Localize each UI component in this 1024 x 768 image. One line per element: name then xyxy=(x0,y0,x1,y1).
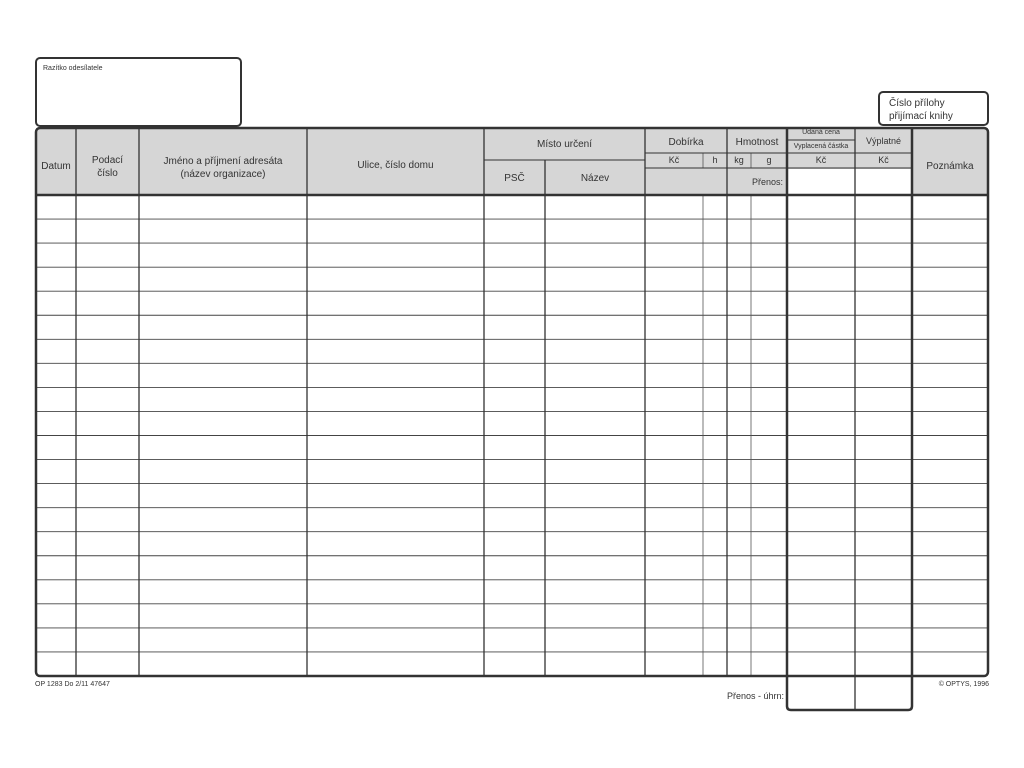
col-podaci-line2: číslo xyxy=(97,168,118,179)
col-misto-urceni: Místo určení xyxy=(536,139,593,150)
col-dobirka-kc: Kč xyxy=(668,155,680,165)
sender-stamp-label: Razítko odesílatele xyxy=(43,65,103,72)
form-code: OP 1283 Do 2/11 47647 xyxy=(35,681,110,688)
col-vyplacena-castka: Vyplacená částka xyxy=(793,143,849,150)
col-vyplatne: Výplatné xyxy=(865,136,902,146)
value-postage-frame xyxy=(787,128,912,710)
table-frame xyxy=(36,128,988,676)
col-nazev: Název xyxy=(580,173,610,184)
row-lines xyxy=(36,219,988,652)
attachment-label-line2: přijímací knihy xyxy=(889,111,953,122)
col-hmotnost-g: g xyxy=(766,155,772,165)
col-hmotnost: Hmotnost xyxy=(735,137,779,148)
col-poznamka: Poznámka xyxy=(926,161,974,172)
col-dobirka-h: h xyxy=(712,155,718,165)
col-dobirka: Dobírka xyxy=(668,137,704,148)
col-jmeno-line1: Jméno a příjmení adresáta xyxy=(163,156,283,167)
col-hmotnost-kg: kg xyxy=(734,155,744,165)
column-lines xyxy=(76,128,855,710)
copyright: © OPTYS, 1996 xyxy=(938,681,989,688)
col-ulice: Ulice, číslo domu xyxy=(357,160,434,171)
col-udana-kc: Kč xyxy=(815,155,827,165)
col-udana-cena: Udaná cena xyxy=(802,129,840,136)
prenos-uhrn-label: Přenos - úhrn: xyxy=(726,691,784,701)
prenos-label: Přenos: xyxy=(751,177,783,187)
col-datum: Datum xyxy=(41,161,71,172)
attachment-label-line1: Číslo přílohy xyxy=(889,98,945,109)
col-podaci-line1: Podací xyxy=(91,155,124,166)
col-jmeno-line2: (název organizace) xyxy=(180,169,266,180)
col-psc: PSČ xyxy=(504,173,525,184)
col-vyplatne-kc: Kč xyxy=(878,155,889,165)
